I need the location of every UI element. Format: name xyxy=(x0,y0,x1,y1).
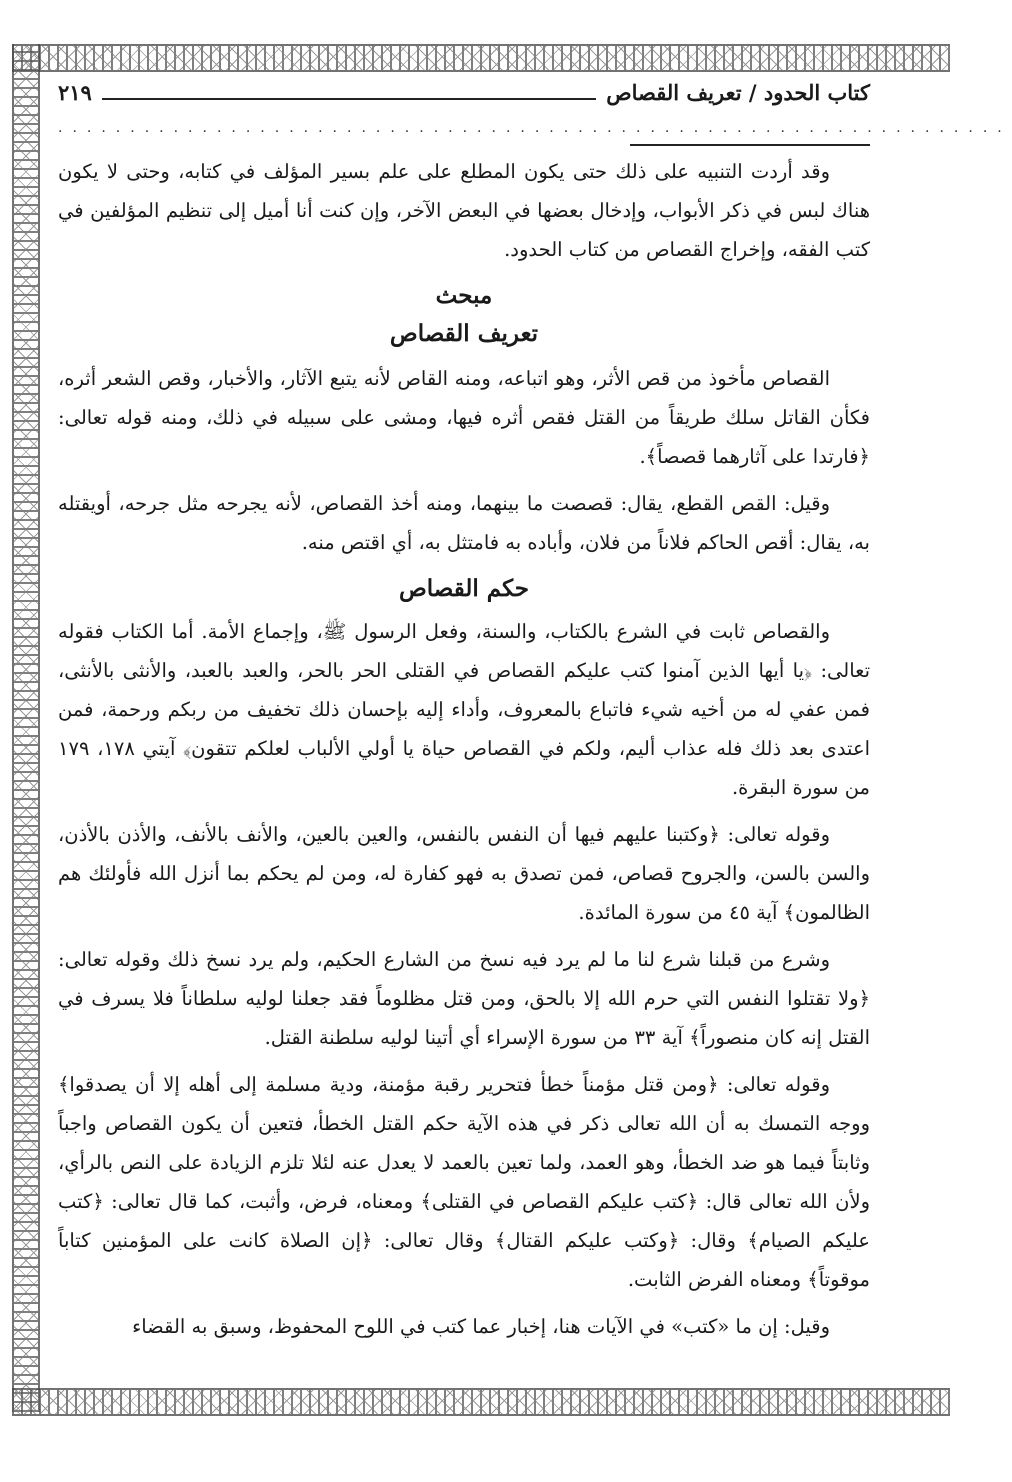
paragraph-definition: القصاص مأخوذ من قص الأثر، وهو اتباعه، ومنه القاص لأنه يتبع الآثار، والأخبار، وقص الشعر أثره، فكأن القاتل سلك طريقاً من القتل فقص أثره فيها، ومشى على سبيله في ذلك، ومنه قوله تعالى: ﴿فارتدا على آثارهما قصصاً﴾. xyxy=(58,367,870,468)
decorative-border-left xyxy=(12,44,40,1412)
paragraph-evidence-maida: وقوله تعالى: ﴿وكتبنا عليهم فيها أن النفس بالنفس، والعين بالعين، والأنف بالأنف، والأذن بالأذن، والسن بالسن، والجروح قصاص، فمن تصدق به فهو كفارة له، ومن لم يحكم بما أنزل الله فأولئك هم الظالمون﴾ آية ٤٥ من سورة المائدة. xyxy=(58,823,870,924)
header-rule xyxy=(102,86,596,100)
paragraph-evidence-nisa: وقوله تعالى: ﴿ومن قتل مؤمناً خطأ فتحرير رقبة مؤمنة، ودية مسلمة إلى أهله إلا أن يصدقوا﴾ ووجه التمسك به أن الله تعالى ذكر في هذه الآية حكم القتل الخطأ، فتعين أن يكون القصاص واجباً وثابتاً فيما هو ضد الخطأ، وهو العمد، ولما تعين بالعمد لا يعدل عنه لئلا تلزم الزيادة على النص بالرأي، ولأن الله تعالى قال: ﴿كتب عليكم القصاص في القتلى﴾ ومعناه، فرض، وأثبت، كما قال تعالى: ﴿كتب عليكم الصيام﴾ وقال: ﴿وكتب عليكم القتال﴾ وقال تعالى: ﴿إن الصلاة كانت على المؤمنين كتاباً موقوتاً﴾ ومعناه الفرض الثابت. xyxy=(58,1073,870,1291)
decorative-border-top xyxy=(12,44,950,72)
short-rule xyxy=(630,144,870,146)
paragraph-kutiba: وقيل: إن ما «كتب» في الآيات هنا، إخبار عما كتب في اللوح المحفوظ، وسبق به القضاء xyxy=(132,1315,830,1338)
paragraph-alt-definition: وقيل: القص القطع، يقال: قصصت ما بينهما، ومنه أخذ القصاص، لأنه يجرحه مثل جرحه، أويقتله به، يقال: أقص الحاكم فلاناً من فلان، وأباده به فامتثل به، أي اقتص منه. xyxy=(58,492,870,554)
paragraph-evidence-isra: وشرع من قبلنا شرع لنا ما لم يرد فيه نسخ من الشارع الحكيم، ولم يرد نسخ ذلك وقوله تعالى: ﴿ولا تقتلوا النفس التي حرم الله إلا بالحق، ومن قتل مظلوماً فقد جعلنا لوليه سلطاناً فلا يسرف في القتل إنه كان منصوراً﴾ آية ٣٣ من سورة الإسراء أي أتينا لوليه سلطنة القتل. xyxy=(58,948,870,1049)
running-header xyxy=(58,80,870,114)
paragraph-evidence-baqara: والقصاص ثابت في الشرع بالكتاب، والسنة، وفعل الرسول ﷺ، وإجماع الأمة. أما الكتاب فقوله تعالى: ﴿يا أيها الذين آمنوا كتب عليكم القصاص في القتلى الحر بالحر، والعبد بالعبد، والأنثى بالأنثى، فمن عفي له من أخيه شيء فاتباع بالمعروف، وأداء إليه بإحسان ذلك تخفيف من ربكم ورحمة، فمن اعتدى بعد ذلك فله عذاب أليم، ولكم في القصاص حياة يا أولي الألباب لعلكم تتقون﴾ آيتي ١٧٨، ١٧٩ من سورة البقرة. xyxy=(58,620,870,799)
heading-definition: تعريف القصاص xyxy=(389,320,539,347)
paragraph-intro: وقد أردت التنبيه على ذلك حتى يكون المطلع على علم بسير المؤلف في كتابه، وحتى لا يكون هناك لبس في ذكر الأبواب، وإدخال بعضها في البعض الآخر، وإن كنت أنا أميل إلى تنظيم المؤلفين في كتب الفقه، وإخراج القصاص من كتاب الحدود. xyxy=(58,160,870,261)
decorative-border-bottom xyxy=(12,1388,950,1416)
heading-mabhath: مبحث xyxy=(435,282,493,309)
dotted-separator: .................................................................. xyxy=(58,120,1012,136)
book-page xyxy=(58,80,1012,1354)
page-number: ٢١٩ xyxy=(58,80,92,105)
chapter-title: كتاب الحدود / تعريف القصاص xyxy=(606,80,870,105)
heading-ruling: حكم القصاص xyxy=(398,575,530,602)
